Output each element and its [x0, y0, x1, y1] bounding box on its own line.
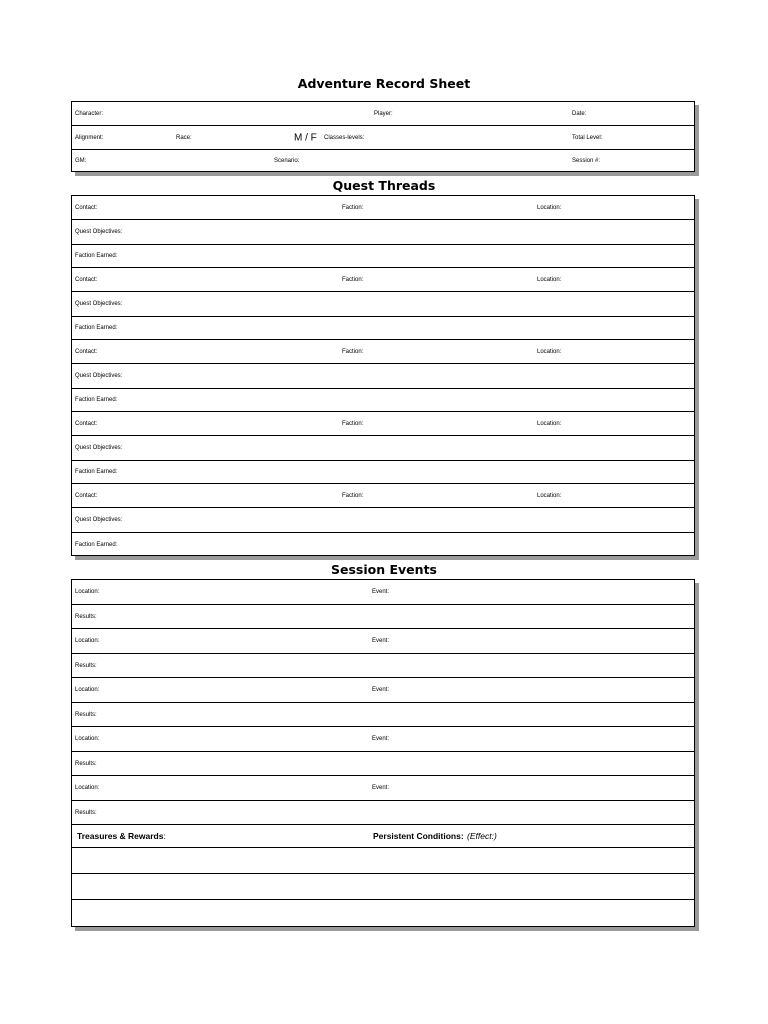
contact-field[interactable]: Contact: [75, 348, 98, 355]
quest-objectives-row [72, 508, 694, 533]
player-field[interactable]: Player: [374, 110, 393, 117]
results-row [72, 605, 694, 629]
faction-earned-field[interactable]: Faction Earned: [75, 541, 118, 548]
alignment-row [72, 126, 694, 150]
event-location-field[interactable]: Location: [75, 589, 100, 595]
rewards-line[interactable] [72, 874, 694, 900]
quest-contact-row [72, 412, 694, 436]
results-field[interactable]: Results: [75, 613, 97, 620]
gm-row [72, 150, 694, 171]
event-field[interactable]: Event: [372, 785, 390, 791]
faction-earned-field[interactable]: Faction Earned: [75, 253, 118, 259]
quest-threads-box [71, 195, 695, 556]
event-location-row [72, 776, 694, 801]
results-field[interactable]: Results: [75, 809, 97, 816]
faction-field[interactable]: Faction: [342, 204, 364, 211]
quest-contact-row [72, 268, 694, 292]
quest-objectives-row [72, 220, 694, 245]
quest-location-field[interactable]: Location: [537, 276, 562, 283]
event-location-row [72, 629, 694, 654]
quest-objectives-row [72, 436, 694, 461]
results-row [72, 801, 694, 825]
event-location-row [72, 727, 694, 752]
page-title: Adventure Record Sheet [297, 76, 471, 91]
event-location-row [72, 580, 694, 605]
quest-contact-row [72, 340, 694, 364]
quest-objectives-field[interactable]: Quest Objectives: [75, 229, 123, 235]
quest-location-field[interactable]: Location: [537, 492, 562, 499]
results-field[interactable]: Results: [75, 760, 97, 767]
faction-field[interactable]: Faction: [342, 276, 364, 283]
faction-earned-row [72, 461, 694, 484]
quest-location-field[interactable]: Location: [537, 420, 562, 427]
event-location-field[interactable]: Location: [75, 687, 100, 693]
event-field[interactable]: Event: [372, 638, 390, 644]
quest-objectives-field[interactable]: Quest Objectives: [75, 373, 123, 379]
faction-earned-field[interactable]: Faction Earned: [75, 397, 118, 403]
quest-contact-row [72, 196, 694, 220]
session-events-title: Session Events [331, 562, 437, 577]
quest-objectives-row [72, 292, 694, 317]
results-field[interactable]: Results: [75, 711, 97, 718]
quest-contact-row [72, 484, 694, 508]
rewards-line[interactable] [72, 900, 694, 926]
alignment-field[interactable]: Alignment: [75, 134, 104, 141]
event-field[interactable]: Event: [372, 736, 390, 742]
rewards-header-row [72, 825, 694, 848]
race-field[interactable]: Race: [176, 134, 192, 141]
faction-field[interactable]: Faction: [342, 348, 364, 355]
persistent-conditions-label [373, 831, 497, 841]
scenario-field[interactable]: Scenario: [274, 157, 300, 164]
faction-earned-row [72, 245, 694, 268]
event-field[interactable]: Event: [372, 687, 390, 693]
treasures-rewards-text: Treasures & Rewards [77, 831, 164, 841]
contact-field[interactable]: Contact: [75, 420, 98, 427]
classes-field[interactable]: Classes-levels: [324, 134, 365, 141]
treasures-rewards-label [77, 831, 166, 841]
quest-location-field[interactable]: Location: [537, 204, 562, 211]
results-row [72, 654, 694, 678]
persistent-conditions-text: Persistent Conditions: [373, 831, 464, 841]
quest-location-field[interactable]: Location: [537, 348, 562, 355]
quest-objectives-field[interactable]: Quest Objectives: [75, 517, 123, 523]
results-row [72, 703, 694, 727]
gender-selector[interactable]: M / F [294, 132, 317, 143]
faction-earned-row [72, 533, 694, 556]
faction-earned-row [72, 389, 694, 412]
event-location-field[interactable]: Location: [75, 736, 100, 742]
results-field[interactable]: Results: [75, 662, 97, 669]
faction-field[interactable]: Faction: [342, 420, 364, 427]
total-level-field[interactable]: Total Level: [572, 134, 603, 141]
session-events-box [71, 579, 695, 927]
event-location-field[interactable]: Location: [75, 638, 100, 644]
date-field[interactable]: Date: [572, 110, 587, 117]
faction-field[interactable]: Faction: [342, 492, 364, 499]
results-row [72, 752, 694, 776]
session-number-field[interactable]: Session #: [572, 157, 601, 164]
faction-earned-field[interactable]: Faction Earned: [75, 325, 118, 331]
quest-threads-title: Quest Threads [332, 178, 436, 193]
character-info-box [71, 101, 695, 172]
event-location-field[interactable]: Location: [75, 785, 100, 791]
contact-field[interactable]: Contact: [75, 492, 98, 499]
gm-field[interactable]: GM: [75, 157, 87, 164]
contact-field[interactable]: Contact: [75, 276, 98, 283]
rewards-line[interactable] [72, 848, 694, 874]
conditions-effect-text: (Effect:) [467, 831, 497, 841]
faction-earned-row [72, 317, 694, 340]
contact-field[interactable]: Contact: [75, 204, 98, 211]
faction-earned-field[interactable]: Faction Earned: [75, 469, 118, 475]
character-row [72, 102, 694, 126]
quest-objectives-field[interactable]: Quest Objectives: [75, 445, 123, 451]
event-field[interactable]: Event: [372, 589, 390, 595]
quest-objectives-field[interactable]: Quest Objectives: [75, 301, 123, 307]
quest-objectives-row [72, 364, 694, 389]
character-field[interactable]: Character: [75, 110, 104, 117]
treasures-rewards-colon: : [163, 831, 166, 841]
event-location-row [72, 678, 694, 703]
